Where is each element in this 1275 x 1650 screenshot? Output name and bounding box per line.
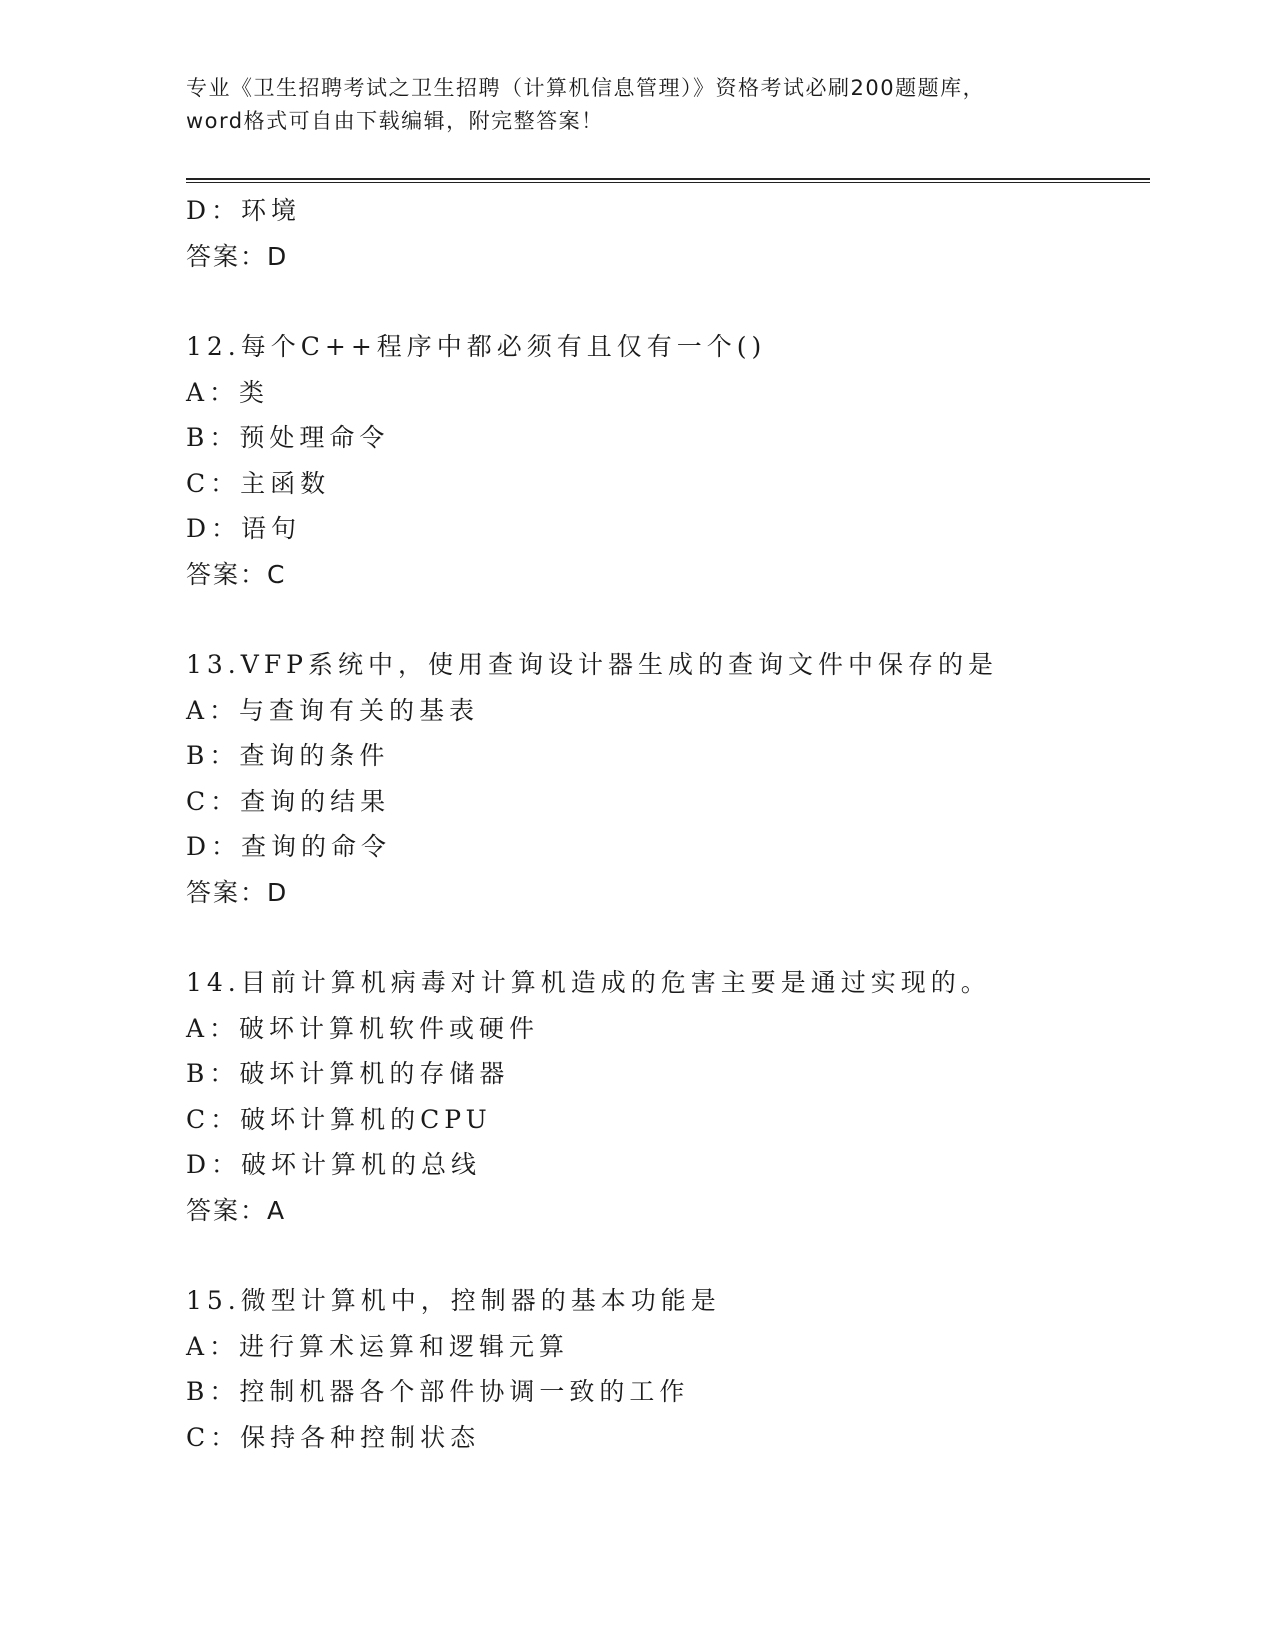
- answer-line: 答案：A: [186, 1195, 287, 1225]
- option-a: A：进行算术运算和逻辑元算: [186, 1331, 570, 1361]
- option-a: A：破坏计算机软件或硬件: [186, 1013, 540, 1043]
- option-b: B：查询的条件: [186, 741, 390, 770]
- question-stem: 12.每个C++程序中都必须有且仅有一个(): [186, 332, 767, 361]
- option-b: B：控制机器各个部件协调一致的工作: [186, 1377, 690, 1406]
- answer-line: 答案：C: [186, 559, 287, 589]
- option-d: D：查询的命令: [186, 832, 392, 861]
- answer-line: 答案：D: [186, 241, 289, 271]
- option-a: A：类: [186, 377, 270, 407]
- option-a: A：与查询有关的基表: [186, 695, 480, 725]
- header-subtitle-line: word格式可自由下载编辑，附完整答案！: [186, 109, 604, 133]
- question-14: [186, 960, 1150, 1233]
- question-12: [186, 324, 1150, 597]
- answer-line: 答案：D: [186, 877, 289, 907]
- option-c: C：查询的结果: [186, 786, 391, 816]
- question-stem: 14.目前计算机病毒对计算机造成的危害主要是通过实现的。: [186, 968, 991, 997]
- question-stem: 15.微型计算机中，控制器的基本功能是: [186, 1286, 721, 1315]
- option-d: D：环境: [186, 196, 302, 225]
- header-title-line: 专业《卫生招聘考试之卫生招聘（计算机信息管理）》资格考试必刷200题题库，: [186, 76, 986, 100]
- document-header: [186, 72, 1086, 138]
- question-list: [186, 188, 1150, 1460]
- header-divider-secondary: [186, 182, 1150, 183]
- option-c: C：主函数: [186, 468, 331, 498]
- question-stem: 13.VFP系统中，使用查询设计器生成的查询文件中保存的是: [186, 650, 998, 679]
- option-d: D：破坏计算机的总线: [186, 1150, 482, 1179]
- option-c: C：保持各种控制状态: [186, 1422, 481, 1452]
- option-b: B：预处理命令: [186, 423, 390, 452]
- option-b: B：破坏计算机的存储器: [186, 1059, 510, 1088]
- question-13: [186, 642, 1150, 915]
- question-15: [186, 1278, 1150, 1460]
- header-divider: [186, 178, 1150, 180]
- option-c: C：破坏计算机的CPU: [186, 1104, 492, 1134]
- carryover-question: [186, 188, 1150, 279]
- option-d: D：语句: [186, 514, 302, 543]
